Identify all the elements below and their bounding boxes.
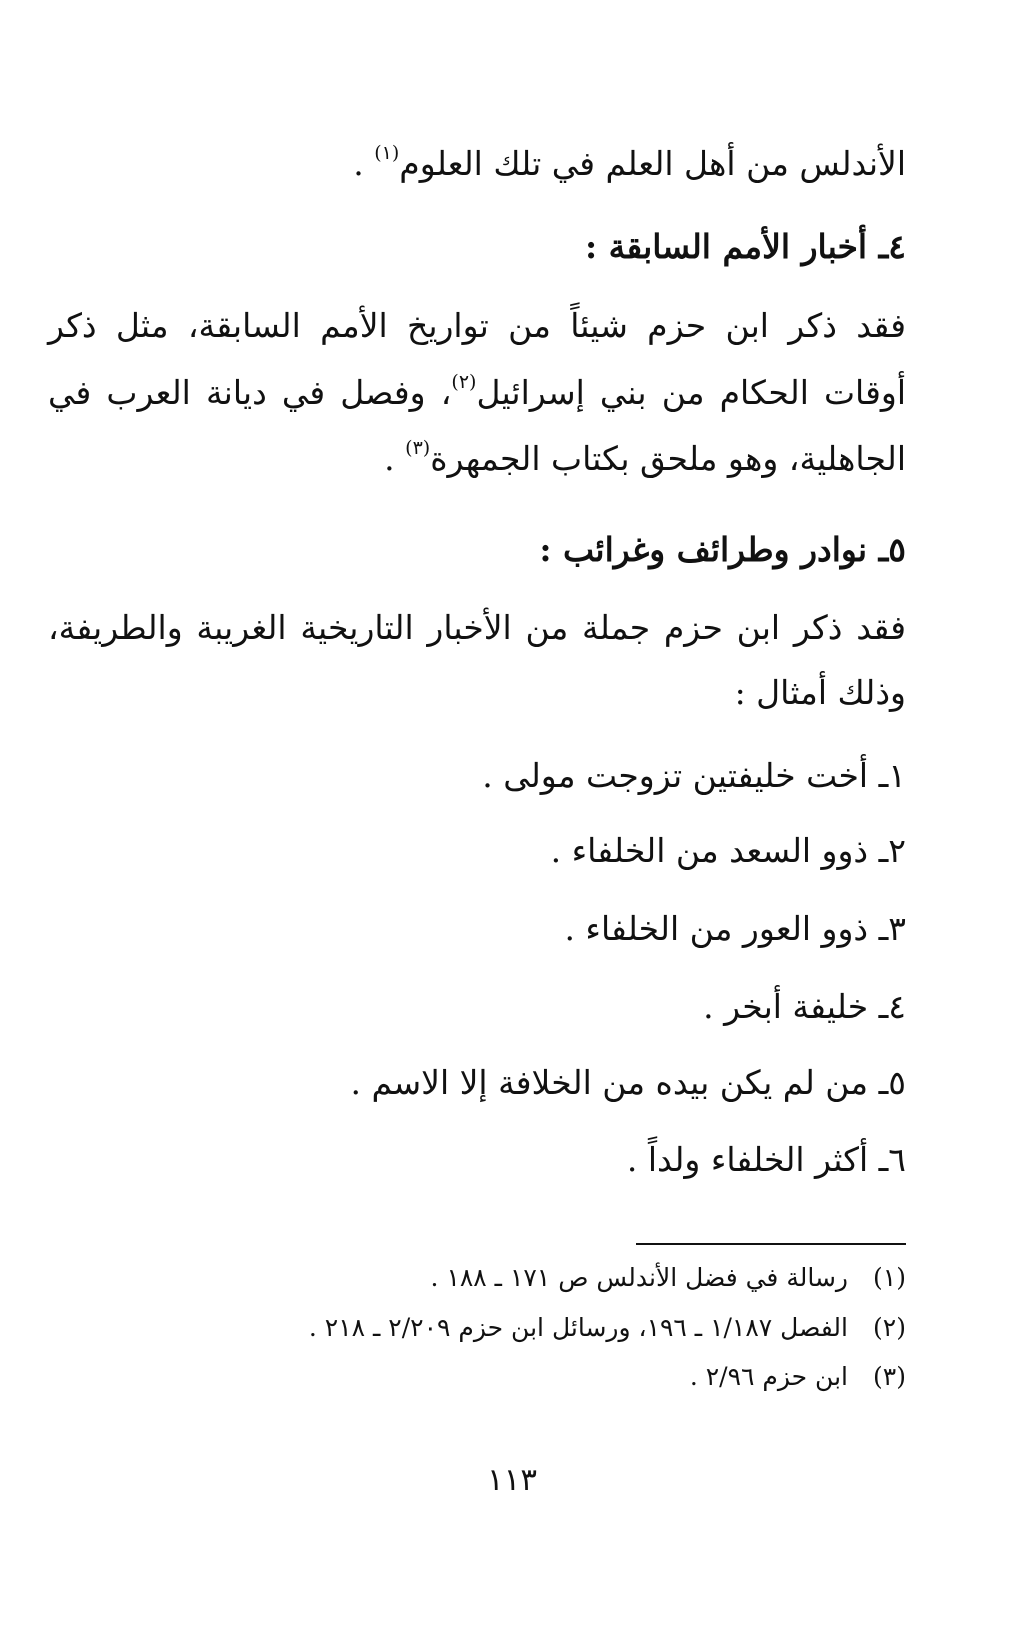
page-number: ١١٣ (487, 1462, 537, 1498)
footnote-text: الفصل ١/١٨٧ ـ ١٩٦، ورسائل ابن حزم ٢/٢٠٩ ـ ٢١٨ . (308, 1313, 848, 1342)
footnote-ref-2: (٢) (451, 371, 477, 393)
body-text: أوقات الحكام من بني إسرائيل (476, 373, 906, 412)
section-heading-5: ٥ـ نوادر وطرائف وغرائب : (539, 530, 906, 569)
footnote-text: رسالة في فضل الأندلس ص ١٧١ ـ ١٨٨ . (430, 1263, 848, 1292)
footnote-text: ابن حزم ٢/٩٦ . (689, 1362, 848, 1391)
list-item: ٣ـ ذوو العور من الخلفاء . (564, 909, 906, 948)
footnote-2 (309, 1310, 906, 1346)
footnote-number: (١) (873, 1263, 906, 1292)
list-item: ٦ـ أكثر الخلفاء ولداً . (626, 1140, 906, 1179)
punctuation: . (353, 144, 364, 183)
footnote-number: (٣) (873, 1362, 906, 1391)
paragraph-1-line-3 (384, 436, 906, 482)
paragraph-2-line-1: فقد ذكر ابن حزم جملة من الأخبار التاريخية الغريبة والطريفة، (48, 608, 906, 647)
body-text: الجاهلية، وهو ملحق بكتاب الجمهرة (430, 439, 906, 478)
paragraph-2-line-2: وذلك أمثال : (734, 673, 906, 712)
list-item: ٤ـ خليفة أبخر . (703, 987, 906, 1026)
body-text: الأندلس من أهل العلم في تلك العلوم (399, 144, 906, 183)
list-item: ١ـ أخت خليفتين تزوجت مولى . (482, 756, 906, 795)
footnote-3 (690, 1359, 906, 1395)
footnote-1 (431, 1260, 906, 1296)
body-line-1 (353, 141, 906, 187)
list-item: ٥ـ من لم يكن بيده من الخلافة إلا الاسم . (350, 1063, 906, 1102)
paragraph-1-line-2 (48, 370, 906, 416)
footnote-number: (٢) (873, 1313, 906, 1342)
section-heading-4: ٤ـ أخبار الأمم السابقة : (585, 227, 906, 266)
footnote-ref-1: (١) (374, 142, 400, 164)
body-text: ، وفصل في ديانة العرب في (48, 373, 452, 412)
list-item: ٢ـ ذوو السعد من الخلفاء . (550, 831, 906, 870)
punctuation: . (384, 439, 395, 478)
footnote-separator (636, 1243, 906, 1245)
footnote-ref-3: (٣) (405, 437, 431, 459)
paragraph-1-line-1: فقد ذكر ابن حزم شيئاً من تواريخ الأمم السابقة، مثل ذكر (48, 306, 906, 345)
